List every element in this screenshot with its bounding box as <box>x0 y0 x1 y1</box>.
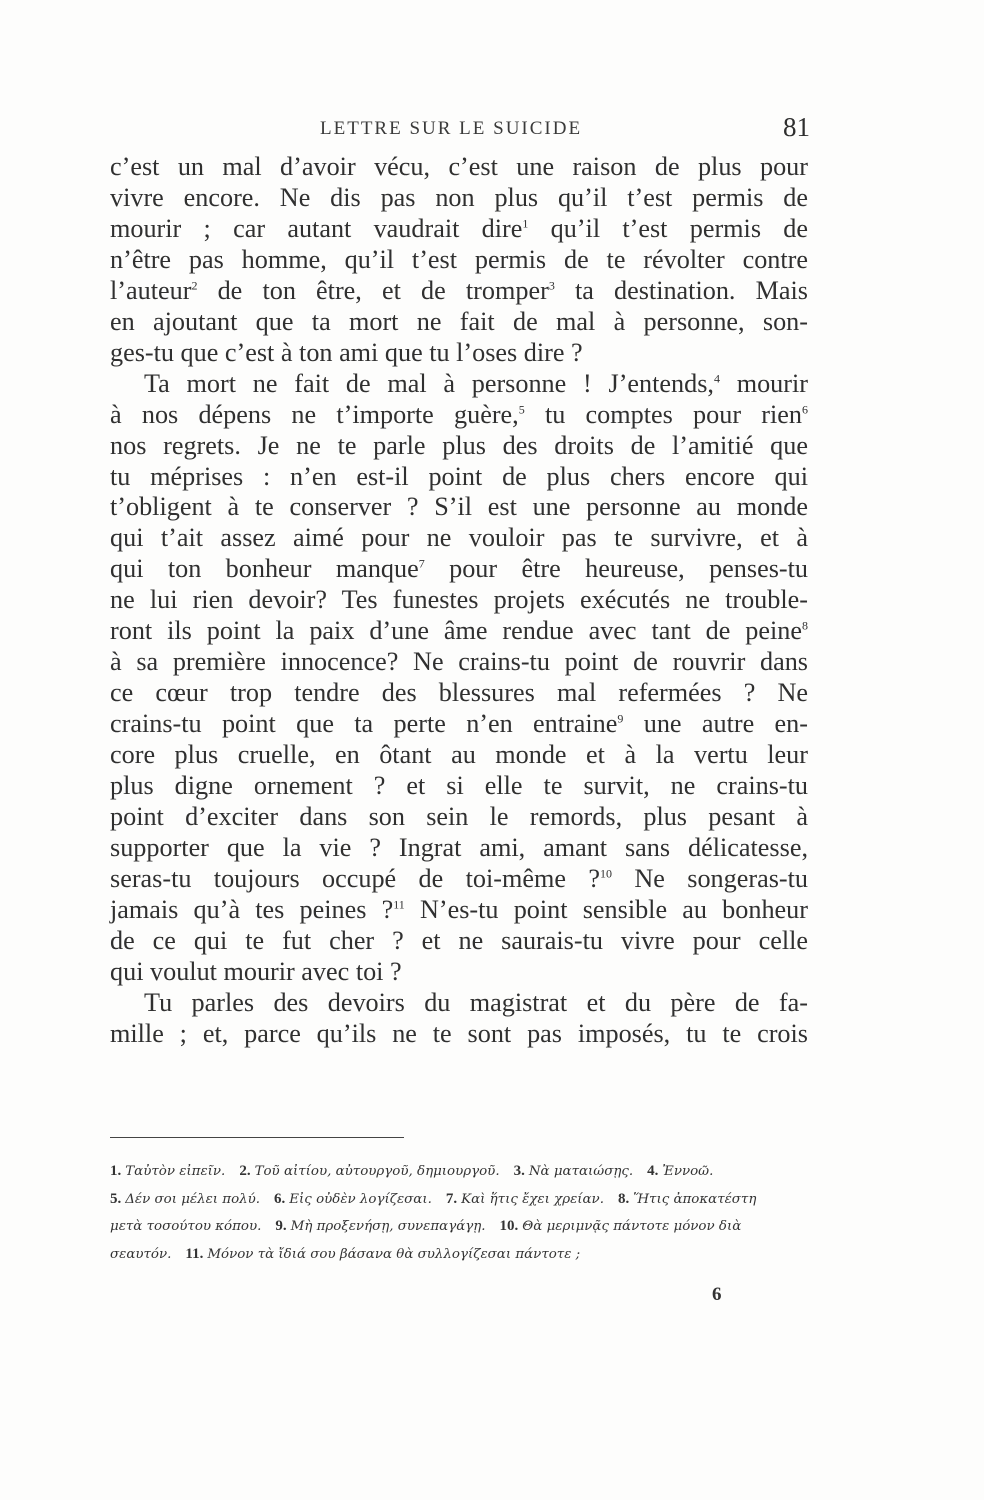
text-segment: Ne songeras-tu <box>611 863 808 893</box>
text-line <box>110 740 808 771</box>
footnote-text: Νὰ ματαιώσῃς. <box>528 1164 634 1179</box>
text-segment: vivre encore. Ne dis pas non plus qu’il t’est permis de <box>110 182 808 212</box>
footnote-text: Εἰς οὐδὲν λογίζεσαι. <box>289 1191 432 1207</box>
footnote-number: 10. <box>499 1218 519 1234</box>
running-title: LETTRE SUR LE SUICIDE <box>320 118 583 139</box>
text-segment: jamais qu’à tes peines ? <box>110 894 394 924</box>
footnote-text: Ταὐτὸν εἰπεῖν. <box>125 1164 226 1179</box>
footnote <box>185 1247 580 1262</box>
footnote-line <box>110 1158 810 1186</box>
footnote-text: Τοῦ αἰτίου, αὐτουργοῦ, δημιουργοῦ. <box>254 1164 500 1179</box>
text-segment: Ta mort ne fait de mal à personne ! J’entends, <box>144 368 714 398</box>
text-line <box>110 523 808 554</box>
text-line <box>110 802 808 833</box>
footnote-text: σεαυτόν. <box>110 1246 172 1262</box>
footnote-text: Μόνον τὰ ἴδιά σου βάσανα θὰ συλλογίζεσαι πάντοτε ; <box>207 1246 581 1262</box>
footnote-text: Θὰ μεριμνᾷς πάντοτε μόνον διὰ <box>522 1219 742 1234</box>
text-line <box>110 276 808 307</box>
text-line <box>110 400 808 431</box>
footnote-text: Ἥτις ἀποκατέστη <box>633 1191 757 1207</box>
text-segment: tu méprises : n’en est-il point de plus chers encore qui <box>110 461 808 491</box>
footnote-number: 11. <box>185 1245 204 1262</box>
text-segment: qui t’ait assez aimé pour ne vouloir pas te survivre, et à <box>110 523 808 553</box>
text-segment: mille ; et, parce qu’ils ne te sont pas imposés, tu te crois <box>110 1018 808 1048</box>
text-line <box>110 183 808 214</box>
footnote <box>110 1247 171 1262</box>
text-segment: t’obligent à te conserver ? S’il est une personne au monde <box>110 492 808 522</box>
footnote-text: Ἐννοῶ. <box>662 1164 714 1179</box>
text-line <box>110 833 808 864</box>
footnote-text: Μὴ προξενήσῃ, συνεπαγάγῃ. <box>290 1219 486 1234</box>
footnote-ref: 7 <box>418 556 425 571</box>
footnote-number: 4. <box>647 1163 659 1179</box>
text-segment: l’auteur <box>110 275 192 305</box>
text-line <box>110 338 808 369</box>
text-line <box>110 1019 808 1050</box>
text-line <box>110 957 808 988</box>
text-segment: pour être heureuse, penses-tu <box>424 554 808 584</box>
text-segment: c’est un mal d’avoir vécu, c’est une raison de plus pour <box>110 152 808 181</box>
footnote-number: 8. <box>617 1190 630 1207</box>
text-line <box>110 988 808 1019</box>
text-line <box>110 895 808 926</box>
footnote-text: Καὶ ἥτις ἔχει χρείαν. <box>461 1191 604 1207</box>
footnote <box>239 1164 499 1179</box>
text-line <box>110 462 808 493</box>
text-segment: point d’exciter dans son sein le remords, plus pesant à <box>110 802 808 832</box>
signature-mark: 6 <box>712 1284 722 1305</box>
footnote-text: Δέν σοι μέλει πολύ. <box>125 1191 261 1207</box>
footnote-ref: 5 <box>518 401 525 416</box>
text-line <box>110 647 808 678</box>
footnote-ref: 1 <box>522 216 529 231</box>
text-segment: supporter que la vie ? Ingrat ami, amant sans délicatesse, <box>110 832 808 862</box>
footnote <box>110 1192 260 1207</box>
footnote-rule <box>110 1137 404 1138</box>
footnote-number: 6. <box>274 1190 286 1207</box>
footnote-line <box>110 1213 810 1241</box>
text-segment: plus digne ornement ? et si elle te survit, ne crains-tu <box>110 771 808 801</box>
text-line <box>110 771 808 802</box>
text-line <box>110 616 808 647</box>
footnote-number: 5. <box>110 1190 122 1207</box>
text-segment: ce cœur trop tendre des blessures mal refermées ? Ne <box>110 678 808 708</box>
text-line <box>110 709 808 740</box>
footnote-ref: 2 <box>191 278 198 293</box>
text-line <box>110 245 808 276</box>
footnote-number: 3. <box>513 1163 525 1179</box>
text-segment: mourir ; car autant vaudrait dire <box>110 213 523 243</box>
footnote <box>514 1164 634 1179</box>
footnote-ref: 3 <box>548 278 555 293</box>
page-header <box>110 112 810 148</box>
footnote-line <box>110 1186 810 1214</box>
body-text <box>110 152 808 1050</box>
text-line <box>110 307 808 338</box>
footnote-ref: 4 <box>713 370 720 385</box>
text-line <box>110 492 808 523</box>
text-segment: core plus cruelle, en ôtant au monde et à la vertu leur <box>110 740 808 770</box>
text-segment: mourir <box>719 368 808 398</box>
text-line <box>110 369 808 400</box>
footnote <box>500 1219 742 1234</box>
text-line <box>110 678 808 709</box>
text-segment: Tu parles des devoirs du magistrat et du père de fa- <box>144 987 808 1017</box>
text-segment: de ce qui te fut cher ? et ne saurais-tu vivre pour celle <box>110 925 808 955</box>
page-number: 81 <box>783 112 810 142</box>
footnote <box>110 1164 225 1179</box>
text-line <box>110 926 808 957</box>
text-line <box>110 585 808 616</box>
footnote <box>275 1219 485 1234</box>
footnote-ref: 11 <box>393 897 405 912</box>
footnote <box>274 1192 432 1207</box>
text-segment: N’es-tu point sensible au bonheur <box>404 894 808 924</box>
footnote-ref: 9 <box>617 711 624 726</box>
footnote <box>618 1192 756 1207</box>
text-line <box>110 554 808 585</box>
footnotes <box>110 1158 810 1268</box>
text-segment: nos regrets. Je ne te parle plus des droits de l’amitié que <box>110 430 808 460</box>
text-segment: ront ils point la paix d’une âme rendue avec tant de peine <box>110 616 802 646</box>
footnote <box>110 1219 261 1234</box>
footnote-number: 7. <box>445 1190 458 1207</box>
footnote <box>446 1192 604 1207</box>
text-segment: en ajoutant que ta mort ne fait de mal à personne, son- <box>110 306 808 336</box>
text-segment: crains-tu point que ta perte n’en entraine <box>110 709 618 739</box>
text-segment: n’être pas homme, qu’il t’est permis de te révolter contre <box>110 244 808 274</box>
text-segment: ne lui rien devoir? Tes funestes projets exécutés ne trouble- <box>110 585 808 615</box>
footnote-ref: 6 <box>802 401 808 416</box>
footnote-text: μετὰ τοσούτου κόπου. <box>110 1219 262 1234</box>
footnote-number: 9. <box>275 1218 287 1234</box>
text-segment: qui ton bonheur manque <box>110 554 419 584</box>
text-line <box>110 214 808 245</box>
text-line <box>110 431 808 462</box>
text-segment: à nos dépens ne t’importe guère, <box>110 399 519 429</box>
footnote-ref: 10 <box>599 866 612 881</box>
text-segment: ges-tu que c’est à ton ami que tu l’oses dire ? <box>110 337 583 367</box>
text-segment: qu’il t’est permis de <box>528 213 808 243</box>
text-line <box>110 152 808 183</box>
footnote <box>647 1164 713 1179</box>
text-segment: qui voulut mourir avec toi ? <box>110 956 402 986</box>
text-segment: une autre en- <box>623 709 808 739</box>
text-line <box>110 864 808 895</box>
text-segment: tu comptes pour rien <box>524 399 802 429</box>
text-segment: ta destination. Mais <box>554 275 808 305</box>
text-segment: à sa première innocence? Ne crains-tu point de rouvrir dans <box>110 647 808 677</box>
footnote-number: 1. <box>110 1163 122 1179</box>
text-segment: seras-tu toujours occupé de toi-même ? <box>110 863 600 893</box>
footnote-ref: 8 <box>802 618 808 633</box>
footnote-number: 2. <box>239 1163 251 1179</box>
text-segment: de ton être, et de tromper <box>197 275 549 305</box>
footnote-line <box>110 1241 810 1269</box>
